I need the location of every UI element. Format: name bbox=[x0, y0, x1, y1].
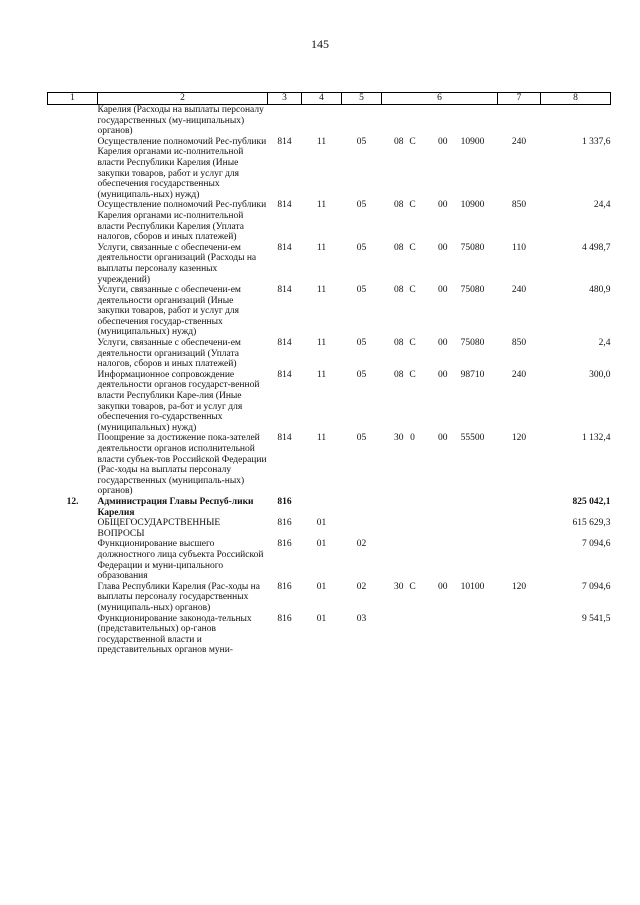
code-section: 11 bbox=[316, 338, 327, 349]
code-subprogram: С bbox=[409, 136, 416, 147]
header-cell: 8 bbox=[541, 93, 611, 105]
table-row bbox=[48, 497, 611, 518]
row-number bbox=[48, 137, 98, 201]
row-number bbox=[48, 285, 98, 338]
amount: 24,4 bbox=[593, 200, 611, 211]
header-cell: 6 bbox=[382, 93, 498, 105]
budget-table bbox=[47, 92, 611, 656]
table-row bbox=[48, 243, 611, 285]
code-type: 110 bbox=[512, 242, 526, 253]
amount: 300,0 bbox=[589, 369, 611, 380]
row-number bbox=[48, 518, 98, 539]
table-row bbox=[48, 338, 611, 370]
code-admin: 814 bbox=[277, 285, 292, 296]
row-number bbox=[48, 539, 98, 581]
code-expense bbox=[448, 518, 498, 539]
code-subsection: 05 bbox=[356, 433, 367, 444]
header-cell: 1 bbox=[48, 93, 98, 105]
code-program bbox=[382, 539, 404, 581]
code-expense bbox=[448, 105, 498, 137]
code-expense: 75080 bbox=[460, 285, 485, 296]
row-name: Услуги, связанные с обеспечени-ем деятельности организаций (Расходы на выплаты персоналу казенных учреждений) bbox=[97, 242, 257, 285]
code-subsection: 05 bbox=[356, 338, 367, 349]
code-program: 08 bbox=[394, 285, 404, 296]
code-expense: 10900 bbox=[460, 200, 485, 211]
code-section bbox=[302, 105, 342, 137]
code-type bbox=[498, 614, 541, 656]
code-expense bbox=[448, 539, 498, 581]
code-admin: 814 bbox=[277, 200, 292, 211]
amount: 615 629,3 bbox=[572, 518, 611, 529]
code-subsection: 05 bbox=[356, 136, 367, 147]
row-name: Осуществление полномочий Рес-публики Карелия органами ис-полнительной власти Республики Карелия (Уплата налогов, сборов и иных платежей) bbox=[97, 200, 267, 243]
code-direction: 00 bbox=[438, 369, 448, 380]
code-admin: 816 bbox=[277, 518, 292, 529]
code-section: 11 bbox=[316, 285, 327, 296]
row-name: ОБЩЕГОСУДАРСТВЕННЫЕ ВОПРОСЫ bbox=[97, 518, 221, 539]
code-section: 01 bbox=[316, 613, 327, 624]
row-name: Осуществление полномочий Рес-публики Карелия органами ис-полнительной власти Республики Карелия (Иные закупки товаров, работ и услуг для обеспечения государственных (муниципаль-ных) нужд) bbox=[97, 136, 267, 200]
code-program bbox=[382, 614, 404, 656]
row-name: Функционирование законода-тельных (представительных) ор-ганов государственной власти и представительных органов муни- bbox=[97, 613, 252, 656]
code-type: 240 bbox=[511, 136, 527, 147]
table-row bbox=[48, 370, 611, 434]
code-admin: 814 bbox=[277, 242, 292, 253]
code-subsection: 05 bbox=[356, 369, 367, 380]
code-subprogram: С bbox=[409, 338, 416, 349]
amount: 9 541,5 bbox=[582, 613, 611, 624]
code-type bbox=[498, 105, 541, 137]
code-admin: 814 bbox=[277, 338, 292, 349]
table-row bbox=[48, 200, 611, 242]
code-admin: 816 bbox=[277, 613, 292, 624]
code-direction: 00 bbox=[438, 242, 448, 253]
header-cell: 4 bbox=[302, 93, 342, 105]
table-row bbox=[48, 518, 611, 539]
code-subprogram bbox=[404, 518, 422, 539]
code-type: 240 bbox=[511, 285, 527, 296]
code-type bbox=[498, 497, 541, 518]
code-direction bbox=[422, 518, 448, 539]
code-direction bbox=[422, 614, 448, 656]
row-number bbox=[48, 243, 98, 285]
code-program bbox=[382, 497, 404, 518]
row-name: Услуги, связанные с обеспечени-ем деятельности организаций (Иные закупки товаров, работ и услуг для обеспечения государ-ственных (муниципальных) нужд) bbox=[97, 285, 241, 338]
code-type: 850 bbox=[511, 338, 527, 349]
code-section: 11 bbox=[316, 242, 327, 253]
code-subprogram: С bbox=[409, 581, 416, 592]
table-row bbox=[48, 285, 611, 338]
code-subprogram: С bbox=[409, 285, 416, 296]
code-subsection: 05 bbox=[356, 200, 367, 211]
header-cell: 5 bbox=[342, 93, 382, 105]
code-subsection bbox=[342, 518, 382, 539]
code-section: 11 bbox=[316, 200, 327, 211]
code-program bbox=[382, 105, 404, 137]
code-section: 01 bbox=[316, 581, 327, 592]
code-subsection: 03 bbox=[356, 613, 367, 624]
table-row bbox=[48, 614, 611, 656]
code-subsection: 05 bbox=[356, 242, 367, 253]
code-expense: 10900 bbox=[460, 136, 485, 147]
row-name: Услуги, связанные с обеспечени-ем деятельности организаций (Уплата налогов, сборов и иных платежей) bbox=[97, 338, 241, 370]
header-cell: 3 bbox=[268, 93, 302, 105]
code-type: 120 bbox=[511, 433, 527, 444]
row-number bbox=[48, 614, 98, 656]
code-subprogram: С bbox=[409, 369, 416, 380]
page-number: 145 bbox=[311, 37, 329, 51]
code-expense: 75080 bbox=[460, 338, 485, 349]
code-subprogram bbox=[404, 539, 422, 581]
code-direction: 00 bbox=[438, 136, 448, 147]
code-direction: 00 bbox=[438, 433, 448, 444]
code-expense bbox=[448, 497, 498, 518]
code-admin bbox=[268, 105, 302, 137]
code-section: 11 bbox=[316, 433, 327, 444]
amount: 4 498,7 bbox=[582, 242, 611, 253]
code-admin: 814 bbox=[277, 136, 292, 147]
code-subsection bbox=[342, 497, 382, 518]
code-section bbox=[302, 497, 342, 518]
code-program: 08 bbox=[394, 200, 404, 211]
code-subsection: 02 bbox=[356, 581, 367, 592]
header-cell: 2 bbox=[98, 93, 268, 105]
table-row bbox=[48, 105, 611, 137]
row-number bbox=[48, 370, 98, 434]
header-row bbox=[48, 93, 611, 105]
code-expense: 55500 bbox=[460, 433, 485, 444]
code-subprogram bbox=[404, 614, 422, 656]
row-number bbox=[48, 433, 98, 497]
code-subprogram: С bbox=[409, 200, 416, 211]
code-type bbox=[498, 518, 541, 539]
code-type: 120 bbox=[511, 581, 527, 592]
code-program: 08 bbox=[394, 369, 404, 380]
amount: 7 094,6 bbox=[582, 539, 611, 550]
row-name: Поощрение за достижение пока-зателей деятельности органов исполнительной власти субъек-тов Российской Федерации (Рас-ходы на выплаты персоналу государственных (муниципаль-ных) органов) bbox=[97, 433, 267, 497]
code-program: 08 bbox=[394, 136, 404, 147]
code-direction bbox=[422, 105, 448, 137]
code-admin: 816 bbox=[277, 581, 292, 592]
code-direction bbox=[422, 497, 448, 518]
code-admin: 816 bbox=[277, 496, 292, 507]
amount: 480,9 bbox=[589, 285, 611, 296]
code-section: 11 bbox=[316, 369, 327, 380]
row-name: Карелия (Расходы на выплаты персоналу государственных (му-ниципальных) органов) bbox=[97, 105, 264, 137]
code-direction: 00 bbox=[438, 200, 448, 211]
code-expense: 98710 bbox=[460, 369, 485, 380]
code-type: 850 bbox=[511, 200, 527, 211]
amount bbox=[541, 105, 611, 137]
code-expense: 10100 bbox=[460, 581, 485, 592]
row-name: Информационное сопровождение деятельности органов государст-венной власти Республики Каре-лия (Иные закупки товаров, ра-бот и услуг для обеспечения го-сударственных (муниципальных) нужд) bbox=[97, 369, 260, 433]
table-body bbox=[48, 105, 611, 656]
code-program: 30 bbox=[394, 433, 404, 444]
code-section: 01 bbox=[316, 518, 327, 529]
row-name: Глава Республики Карелия (Рас-ходы на выплаты персоналу государственных (муниципаль-ных) органов) bbox=[97, 581, 260, 613]
code-subprogram: С bbox=[409, 242, 416, 253]
row-number bbox=[48, 200, 98, 242]
code-type: 240 bbox=[511, 369, 527, 380]
row-number bbox=[48, 338, 98, 370]
code-subprogram bbox=[404, 497, 422, 518]
amount: 825 042,1 bbox=[572, 496, 611, 507]
row-name: Администрация Главы Респуб-лики Карелия bbox=[97, 496, 254, 518]
code-subsection bbox=[342, 105, 382, 137]
code-section: 01 bbox=[316, 539, 327, 550]
header-cell: 7 bbox=[498, 93, 541, 105]
code-direction: 00 bbox=[438, 285, 448, 296]
row-number bbox=[48, 582, 98, 614]
code-section: 11 bbox=[316, 136, 327, 147]
code-type bbox=[498, 539, 541, 581]
amount: 7 094,6 bbox=[582, 581, 611, 592]
code-direction: 00 bbox=[438, 581, 448, 592]
table-row bbox=[48, 433, 611, 497]
code-expense: 75080 bbox=[460, 242, 485, 253]
code-admin: 814 bbox=[277, 433, 292, 444]
code-program: 30 bbox=[394, 581, 404, 592]
amount: 1 132,4 bbox=[582, 433, 611, 444]
amount: 2,4 bbox=[598, 338, 611, 349]
row-number: 12. bbox=[66, 496, 79, 507]
code-program: 08 bbox=[394, 338, 404, 349]
code-subsection: 02 bbox=[356, 539, 367, 550]
code-direction: 00 bbox=[438, 338, 448, 349]
row-number bbox=[48, 105, 98, 137]
table-row bbox=[48, 137, 611, 201]
code-admin: 814 bbox=[277, 369, 292, 380]
row-name: Функционирование высшего должностного лица субъекта Российской Федерации и муни-ципального образования bbox=[97, 539, 264, 582]
code-subprogram: 0 bbox=[410, 433, 415, 444]
table-row bbox=[48, 582, 611, 614]
code-program bbox=[382, 518, 404, 539]
code-expense bbox=[448, 614, 498, 656]
code-subsection: 05 bbox=[356, 285, 367, 296]
table-row bbox=[48, 539, 611, 581]
code-direction bbox=[422, 539, 448, 581]
code-program: 08 bbox=[394, 242, 404, 253]
code-subprogram bbox=[404, 105, 422, 137]
code-admin: 816 bbox=[277, 539, 292, 550]
amount: 1 337,6 bbox=[582, 136, 611, 147]
